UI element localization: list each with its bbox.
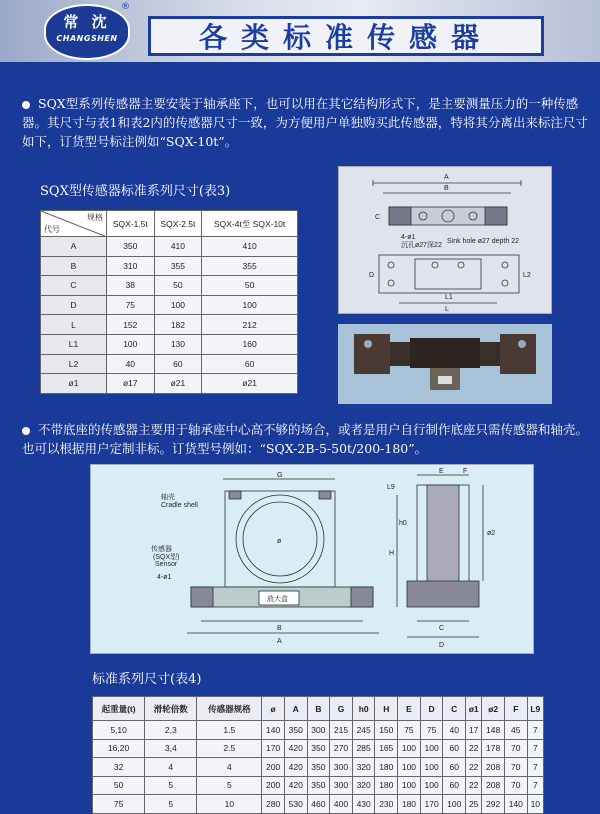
table4-cell: 60 [443, 739, 466, 758]
table4-cell: 208 [482, 758, 505, 777]
drawing2-label-phi2: ø2 [487, 530, 496, 537]
table4-cell: 7 [527, 739, 543, 758]
table4-header-row [93, 697, 544, 721]
drawing2-label-phi: ø [277, 538, 282, 545]
drawing2-label-shell: 轴壳 [161, 494, 175, 501]
table3-cell: ø21 [154, 374, 202, 394]
table-row [41, 276, 298, 296]
table4-cell: 100 [420, 776, 443, 795]
table4-cell: 270 [330, 739, 353, 758]
drawing2-label-c: C [439, 625, 445, 632]
sensor-dimension-drawing [338, 166, 552, 314]
table4-cell: 70 [504, 739, 527, 758]
table4-cell: 530 [284, 795, 307, 814]
drawing1-label-sink-cn: 沉孔ø27深22 [401, 242, 442, 249]
table4-cell: 230 [375, 795, 398, 814]
table3-cell: 152 [107, 315, 155, 335]
table4-col-header: h0 [352, 697, 375, 721]
drawing1-label-hole: 4-ø1 [401, 234, 416, 241]
table-row [93, 721, 544, 740]
table3-cell: 100 [107, 334, 155, 354]
drawing2-label-sensor-en2: Sensor [155, 561, 178, 568]
table4-cell: 292 [482, 795, 505, 814]
table3-cell: ø17 [107, 374, 155, 394]
drawing1-label-b: B [444, 185, 449, 192]
table3-row-label: L [41, 315, 107, 335]
intro-text-1: SQX型系列传感器主要安装于轴承座下，也可以用在其它结构形式下，是主要测量压力的一种传感器。其尺寸与表1和表2内的传感器尺寸一致，为方便用户单独购买此传感器，特将其分离出来标注尺寸如下，订货型号标注例如“SQX-10t”。 [22, 96, 588, 149]
table4-cell: 178 [482, 739, 505, 758]
table4 [92, 696, 544, 814]
intro-paragraph-2 [22, 420, 588, 458]
table3-cell: 100 [154, 295, 202, 315]
drawing2-label-hole: 4-ø1 [157, 574, 172, 581]
table4-cell: 420 [284, 776, 307, 795]
sensor-drawing-svg [339, 167, 553, 315]
drawing1-label-l1: L1 [445, 294, 453, 301]
table4-cell: 140 [504, 795, 527, 814]
table4-cell: 100 [420, 739, 443, 758]
table4-cell: 5 [145, 776, 197, 795]
table4-cell: 5,10 [93, 721, 145, 740]
table4-cell: 5 [197, 776, 262, 795]
table4-cell: 420 [284, 758, 307, 777]
drawing2-label-f: F [463, 468, 468, 475]
table4-cell: 215 [330, 721, 353, 740]
table4-cell: 32 [93, 758, 145, 777]
table4-cell: 10 [197, 795, 262, 814]
table4-col-header: E [398, 697, 421, 721]
table4-cell: 100 [443, 795, 466, 814]
drawing2-label-d: D [439, 642, 445, 649]
drawing2-label-h: H [389, 550, 395, 557]
table3-row-label: D [41, 295, 107, 315]
table-row [93, 776, 544, 795]
table3-cell: 182 [154, 315, 202, 335]
table4-col-header: 起重量(t) [93, 697, 145, 721]
table3-cell: 50 [202, 276, 298, 296]
drawing2-label-sensor: 传感器 [151, 546, 172, 553]
table4-cell: 100 [398, 776, 421, 795]
table-row [41, 237, 298, 257]
table3-cell: 50 [154, 276, 202, 296]
table4-cell: 4 [197, 758, 262, 777]
table3-head-code: 代号 [44, 225, 60, 234]
table4-cell: 7 [527, 721, 543, 740]
table4-cell: 7 [527, 776, 543, 795]
table-row [41, 295, 298, 315]
table3-cell: 38 [107, 276, 155, 296]
table4-cell: 170 [262, 739, 285, 758]
table3-header-row [41, 211, 298, 237]
header-banner [0, 0, 600, 62]
table4-cell: 50 [93, 776, 145, 795]
table4-cell: 400 [330, 795, 353, 814]
table3-cell: 310 [107, 256, 155, 276]
table4-cell: 430 [352, 795, 375, 814]
table3-cell: 60 [202, 354, 298, 374]
table4-cell: 70 [504, 758, 527, 777]
drawing1-label-c: C [375, 214, 381, 221]
table-row [93, 739, 544, 758]
table4-cell: 100 [398, 739, 421, 758]
table4-cell: 75 [398, 721, 421, 740]
table4-col-header: H [375, 697, 398, 721]
table3-cell: 130 [154, 334, 202, 354]
table3-row-label: L2 [41, 354, 107, 374]
drawing2-label-e: E [439, 468, 444, 475]
table3-cell: 410 [154, 237, 202, 257]
bullet-icon [22, 101, 30, 109]
table4-col-header: G [330, 697, 353, 721]
table4-cell: 320 [352, 758, 375, 777]
table4-caption: 标准系列尺寸(表4) [92, 672, 202, 687]
table4-cell: 208 [482, 776, 505, 795]
table3-cell: 160 [202, 334, 298, 354]
table3-cell: ø21 [202, 374, 298, 394]
drawing2-label-sensor-en: (SQX型) [153, 554, 180, 561]
table3-cell: 410 [202, 237, 298, 257]
table3-cell: 212 [202, 315, 298, 335]
drawing1-label-l2: L2 [523, 272, 531, 279]
drawing2-label-shell-en: Cradle shell [161, 502, 198, 509]
table3-col-header: SQX-2.5t [154, 211, 202, 237]
table4-cell: 25 [466, 795, 482, 814]
drawing2-label-h0: h0 [399, 520, 407, 527]
logo-cn-text: 常 沈 [63, 13, 111, 31]
table4-cell: 200 [262, 776, 285, 795]
table4-cell: 180 [375, 776, 398, 795]
table4-cell: 2,3 [145, 721, 197, 740]
table3-cell: 355 [154, 256, 202, 276]
intro-paragraph-1 [22, 94, 588, 151]
table-row [41, 315, 298, 335]
table4-cell: 1.5 [197, 721, 262, 740]
logo-en-text: CHANGSHEN [56, 34, 118, 43]
table4-col-header: L9 [527, 697, 543, 721]
table4-cell: 150 [375, 721, 398, 740]
table4-cell: 75 [420, 721, 443, 740]
table4-cell: 75 [93, 795, 145, 814]
sensor-photo [338, 324, 552, 404]
table4-cell: 165 [375, 739, 398, 758]
table3-row-label: A [41, 237, 107, 257]
table3-cell: 75 [107, 295, 155, 315]
table4-cell: 7 [527, 758, 543, 777]
table4-cell: 350 [307, 758, 330, 777]
table3-row-label: ø1 [41, 374, 107, 394]
table4-cell: 4 [145, 758, 197, 777]
table-row [41, 374, 298, 394]
intro-text-2: 不带底座的传感器主要用于轴承座中心高不够的场合，或者是用户自行制作底座只需传感器和轴壳。也可以根据用户定制非标。订货型号例如：“SQX-2B-5-50t/200-180”。 [22, 422, 589, 456]
sensor-photo-svg [338, 324, 552, 404]
table4-cell: 180 [375, 758, 398, 777]
drawing1-label-sink: Sink hole ø27 depth 22 [447, 238, 519, 245]
table-row [41, 334, 298, 354]
table4-cell: 5 [145, 795, 197, 814]
table3-cell: 40 [107, 354, 155, 374]
table4-col-header: ø2 [482, 697, 505, 721]
drawing2-label-l9: L9 [387, 484, 395, 491]
table4-col-header: F [504, 697, 527, 721]
table4-cell: 100 [420, 758, 443, 777]
table4-cell: 60 [443, 758, 466, 777]
table4-cell: 280 [262, 795, 285, 814]
company-logo [44, 4, 130, 60]
table4-cell: 2.5 [197, 739, 262, 758]
table3-cell: 100 [202, 295, 298, 315]
table4-cell: 40 [443, 721, 466, 740]
table4-cell: 148 [482, 721, 505, 740]
table4-cell: 245 [352, 721, 375, 740]
drawing2-label-b: B [277, 625, 282, 632]
table4-cell: 170 [420, 795, 443, 814]
table4-col-header: 滑轮倍数 [145, 697, 197, 721]
drawing2-label-amp: 放大盒 [267, 596, 288, 603]
drawing1-label-a: A [444, 174, 449, 181]
table4-cell: 320 [352, 776, 375, 795]
drawing2-label-g: G [277, 472, 283, 479]
table3-col-header: SQX-1.5t [107, 211, 155, 237]
table4-cell: 60 [443, 776, 466, 795]
table4-col-header: A [284, 697, 307, 721]
table3-cell: 355 [202, 256, 298, 276]
table4-cell: 350 [307, 776, 330, 795]
table4-col-header: ø [262, 697, 285, 721]
table4-cell: 70 [504, 776, 527, 795]
drawing2-label-a: A [277, 638, 282, 645]
table4-col-header: D [420, 697, 443, 721]
table4-cell: 300 [330, 758, 353, 777]
table3-cell: 60 [154, 354, 202, 374]
assembly-drawing-svg [91, 465, 535, 655]
table4-col-header: B [307, 697, 330, 721]
table4-cell: 22 [466, 776, 482, 795]
table4-col-header: ø1 [466, 697, 482, 721]
table4-cell: 300 [307, 721, 330, 740]
table4-cell: 100 [398, 758, 421, 777]
table4-cell: 350 [284, 721, 307, 740]
table4-cell: 22 [466, 739, 482, 758]
table4-col-header: 传感器规格 [197, 697, 262, 721]
drawing1-label-d: D [369, 272, 375, 279]
bullet-icon [22, 427, 30, 435]
registered-mark: ® [121, 2, 130, 12]
table4-col-header: C [443, 697, 466, 721]
table3-row-label: B [41, 256, 107, 276]
table-row [41, 354, 298, 374]
table3-caption: SQX型传感器标准系列尺寸(表3) [40, 184, 231, 199]
table4-cell: 200 [262, 758, 285, 777]
table3-row-label: C [41, 276, 107, 296]
table4-cell: 180 [398, 795, 421, 814]
table4-cell: 350 [307, 739, 330, 758]
table4-cell: 17 [466, 721, 482, 740]
table3 [40, 210, 298, 394]
table4-cell: 45 [504, 721, 527, 740]
table3-cell: 350 [107, 237, 155, 257]
table4-cell: 140 [262, 721, 285, 740]
table4-cell: 300 [330, 776, 353, 795]
table4-cell: 22 [466, 758, 482, 777]
table4-cell: 16,20 [93, 739, 145, 758]
assembly-dimension-drawing [90, 464, 534, 654]
table4-cell: 285 [352, 739, 375, 758]
table-row [41, 256, 298, 276]
table4-cell: 460 [307, 795, 330, 814]
table4-cell: 10 [527, 795, 543, 814]
table3-row-label: L1 [41, 334, 107, 354]
page-title: 各类标准传感器 [148, 16, 544, 56]
table3-col-header: SQX-4t至 SQX-10t [202, 211, 298, 237]
table4-cell: 3,4 [145, 739, 197, 758]
drawing1-label-l: L [445, 306, 449, 313]
table-row [93, 795, 544, 814]
table3-diag-header [41, 211, 107, 237]
table3-head-spec: 规格 [87, 213, 103, 222]
table-row [93, 758, 544, 777]
table4-cell: 420 [284, 739, 307, 758]
